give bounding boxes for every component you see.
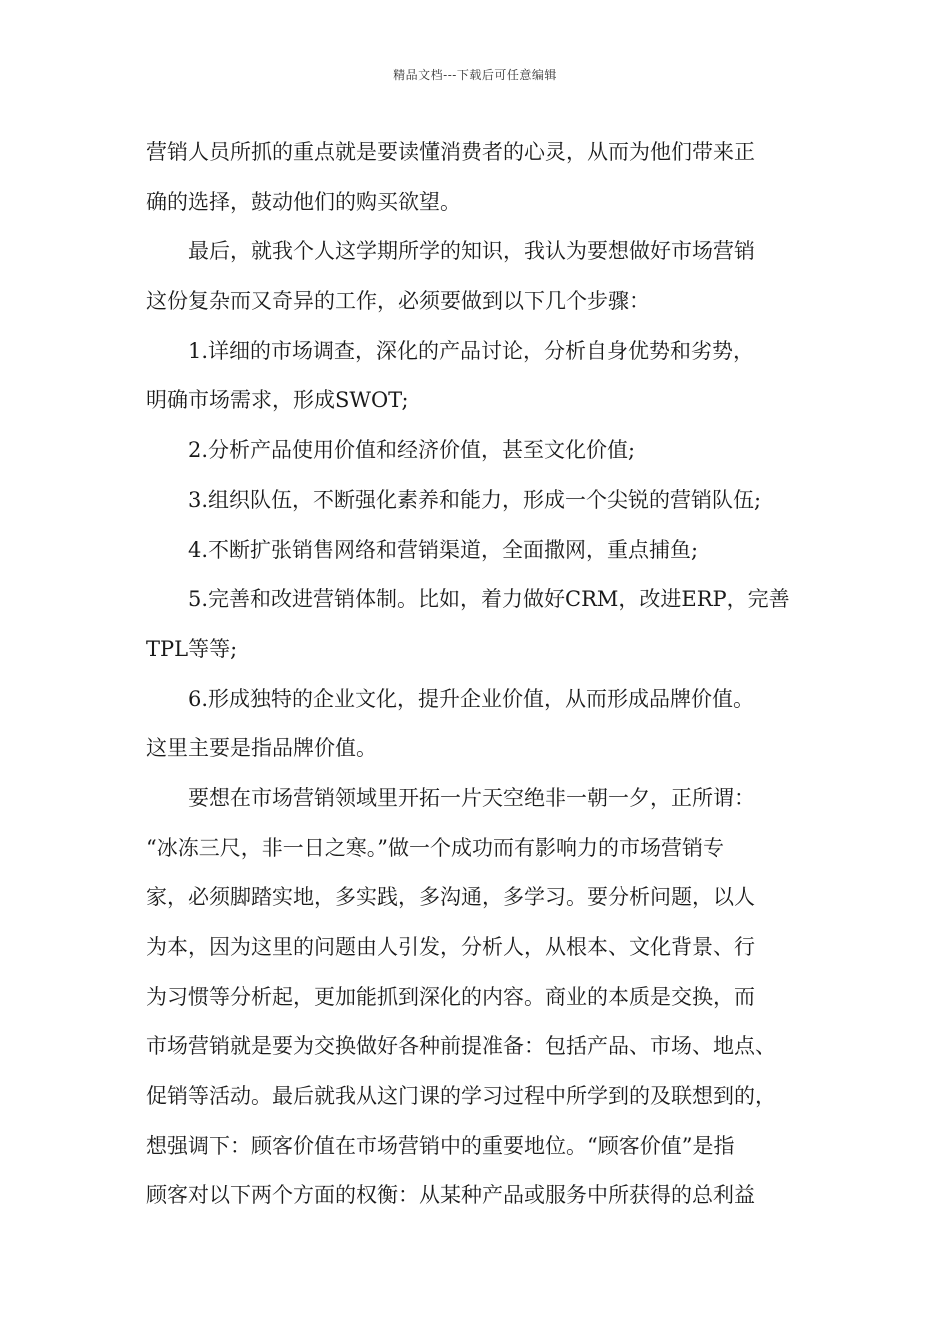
text-line: 这里主要是指品牌价值。 — [146, 736, 377, 761]
text-line: 市场营销就是要为交换做好各种前提准备：包括产品、市场、地点、 — [146, 1034, 776, 1059]
text-line: 5.完善和改进营销体制。比如，着力做好CRM，改进ERP，完善 — [188, 587, 790, 612]
text-line: 为习惯等分析起，更加能抓到深化的内容。商业的本质是交换，而 — [146, 984, 755, 1009]
text-line: 4.不断扩张销售网络和营销渠道，全面撒网，重点捕鱼; — [188, 537, 699, 562]
text-line: 想强调下：顾客价值在市场营销中的重要地位。“顾客价值”是指 — [146, 1133, 735, 1158]
text-line: 3.组织队伍，不断强化素养和能力，形成一个尖锐的营销队伍; — [188, 487, 762, 512]
text-line: TPL等等; — [146, 636, 238, 661]
text-line: 顾客对以下两个方面的权衡：从某种产品或服务中所获得的总利益 — [146, 1183, 755, 1208]
text-line: 确的选择，鼓动他们的购买欲望。 — [146, 189, 461, 214]
text-line: 2.分析产品使用价值和经济价值，甚至文化价值; — [188, 438, 636, 463]
text-line: 6.形成独特的企业文化，提升企业价值，从而形成品牌价值。 — [188, 686, 755, 711]
text-line: 要想在市场营销领域里开拓一片天空绝非一朝一夕，正所谓： — [188, 785, 755, 810]
text-line: 1.详细的市场调查，深化的产品讨论，分析自身优势和劣势， — [188, 338, 755, 363]
text-line: “冰冻三尺，非一日之寒。”做一个成功而有影响力的市场营销专 — [146, 835, 724, 860]
document-body — [146, 128, 816, 1221]
text-line: 这份复杂而又奇异的工作，必须要做到以下几个步骤： — [146, 289, 650, 314]
text-line: 促销等活动。最后就我从这门课的学习过程中所学到的及联想到的， — [146, 1084, 776, 1109]
text-line: 明确市场需求，形成SWOT; — [146, 388, 409, 413]
text-line: 营销人员所抓的重点就是要读懂消费者的心灵，从而为他们带来正 — [146, 140, 755, 164]
text-line: 为本，因为这里的问题由人引发，分析人，从根本、文化背景、行 — [146, 935, 755, 959]
text-line: 最后，就我个人这学期所学的知识，我认为要想做好市场营销 — [188, 239, 755, 264]
page-header: 精品文档---下载后可任意编辑 — [393, 68, 557, 82]
text-line: 家，必须脚踏实地，多实践，多沟通，多学习。要分析问题，以人 — [146, 885, 755, 910]
